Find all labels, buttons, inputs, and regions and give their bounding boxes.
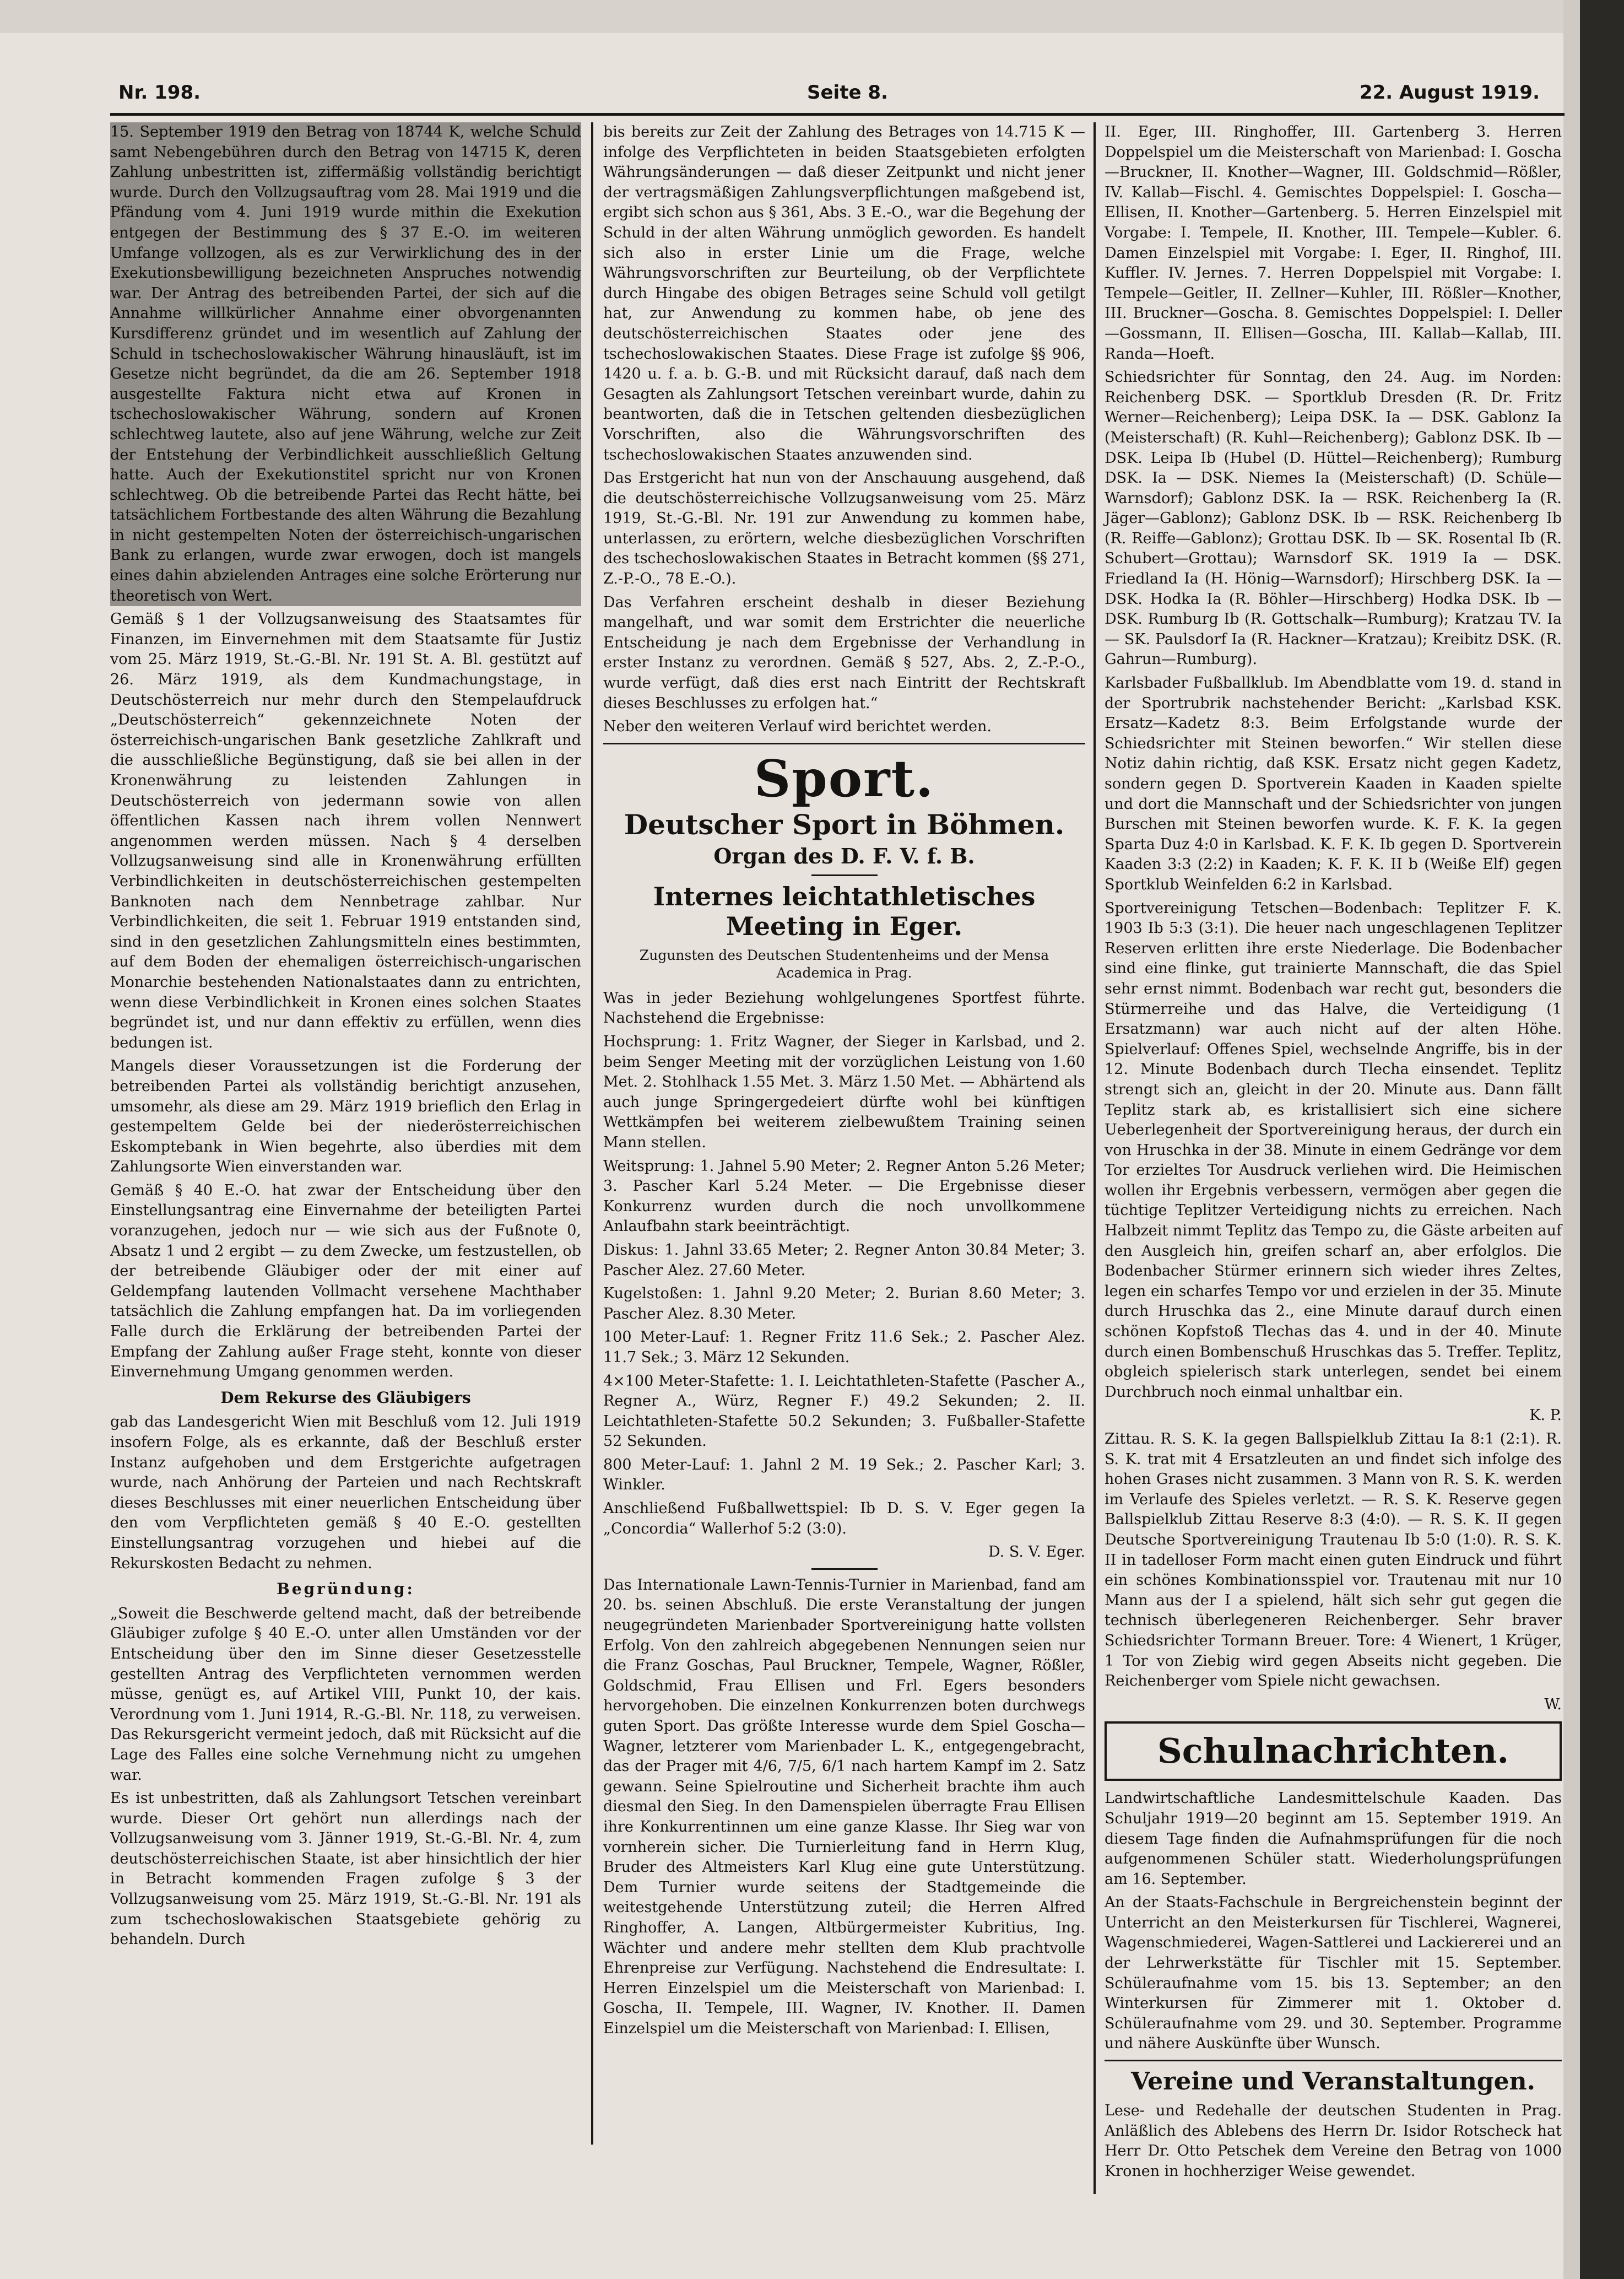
article-paragraph: Das Erstgericht hat nun von der Anschauung ausgehend, daß die deutschösterreichische Vollzugsanweisung vom 25. März 1919, St.-G.-Bl. Nr. 191 zur Anwendung zu kommen habe, unterlassen, zu erörtern, welche diesbezüglichen Vorschriften des tschechoslowakischen Staates in Betracht kommen (§§ 271, Z.-P.-O., 78 E.-O.). bbox=[603, 469, 1085, 588]
sport-paragraph: Sportvereinigung Tetschen—Bodenbach: Teplitzer F. K. 1903 Ib 5:3 (3:1). Die heuer nach ungeschlagenen Teplitzer Reserven erlitten ihre erste Niederlage. Die Bodenbacher sind eine flinke, gut trainierte Mannschaft, die das Spiel sehr ernst nimmt. Bodenbach war recht gut, besonders die Stürmerreihe und das Halve, die Verteidigung (1 Ersatzmann) war auch nicht auf der alten Höhe. Spielverlauf: Offenes Spiel, wechselnde Angriffe, bis in der 12. Minute Bodenbach durch Tlecha einsendet. Teplitz strengt sich an, gleicht in der 20. Minute aus. Dann fällt Teplitz stark ab, es kristallisiert sich eine sichere Ueberlegenheit der Sportvereinigung heraus, der durch ein von Hruschka in der 38. Minute in einem Gedränge vor dem Tor erzieltes Tor Ausdruck verliehen wird. Die Heimischen wollen ihr Ergebnis verbessern, vermögen aber gegen die tüchtige Teplitzer Verteidigung nichts zu erreichen. Nach Halbzeit nimmt Teplitz das Tempo zu, die Gäste arbeiten auf den Ausgleich hin, greifen scharf an, aber erfolglos. Die Bodenbacher Stürmer erinnern sich wieder ihres Zeltes, legen ein scharfes Tempo vor und erzielen in der 35. Minute durch Hruschka das 2., eine Minute darauf durch einen schönen Kopfstoß Tlechas das 4. und in der 40. Minute durch einen Bombenschuß Hruschkas das 5. Treffer. Teplitz, obgleich spielerisch stark unterlegen, sendet bei einem Durchbruch noch einmal unhaltbar ein. bbox=[1105, 899, 1562, 1401]
sport-result: Anschließend Fußballwettspiel: Ib D. S. V. Eger gegen Ia „Concordia“ Wallerhof 5:2 (3:0). bbox=[603, 1500, 1085, 1537]
page-number: Seite 8. bbox=[807, 82, 888, 104]
issue-date: 22. August 1919. bbox=[1359, 82, 1540, 104]
column-1 bbox=[110, 122, 581, 1953]
page-edge-right bbox=[1563, 0, 1580, 2279]
sport-result: Weitsprung: 1. Jahnel 5.90 Meter; 2. Regner Anton 5.26 Meter; 3. Pascher Karl 5.24 Meter. — Die Ergebnisse dieser Konkurrenz wurden durch die noch unvollkommene Anlaufbahn stark beeinträchtigt. bbox=[603, 1157, 1085, 1235]
sport-subtitle: Deutscher Sport in Böhmen. bbox=[624, 808, 1065, 841]
school-paragraph: An der Staats-Fachschule in Bergreichenstein beginnt der Unterricht an den Meisterkursen für Tischlerei, Wagnerei, Wagenschmiederei, Wagen-Sattlerei und Lackiererei und an der Lehrwerkstätte für Tischler mit 15. September. Schüleraufnahme vom 15. bis 13. September; an den Winterkursen für Zimmerer mit 1. Oktober d. Schüleraufnahme vom 29. und 30. September. Programme und nähere Auskünfte über Wunsch. bbox=[1105, 1894, 1562, 2053]
vereine-paragraph: Lese- und Redehalle der deutschen Studenten in Prag. Anläßlich des Ablebens des Herrn Dr. Isidor Rotscheck hat Herr Dr. Otto Petschek dem Vereine den Betrag von 1000 Kronen in hochherziger Weise gewendet. bbox=[1105, 2102, 1562, 2180]
meeting-intro: Zugunsten des Deutschen Studentenheims und der Mensa Academica in Prag. bbox=[639, 947, 1049, 981]
section-title-vereine: Vereine und Veranstaltungen. bbox=[1131, 2067, 1535, 2096]
signature: K. P. bbox=[1529, 1407, 1562, 1424]
short-rule bbox=[811, 1568, 878, 1570]
page-header bbox=[118, 82, 1540, 115]
short-rule bbox=[811, 874, 878, 876]
sport-result: Kugelstoßen: 1. Jahnl 9.20 Meter; 2. Burian 8.60 Meter; 3. Pascher Alez. 8.30 Meter. bbox=[603, 1285, 1085, 1322]
issue-number: Nr. 198. bbox=[118, 82, 201, 104]
article-paragraph: Gemäß § 1 der Vollzugsanweisung des Staatsamtes für Finanzen, im Einvernehmen mit dem Staatsamte für Justiz vom 25. März 1919, St.-G.-Bl. Nr. 191 St. A. Bl. gestützt auf 26. März 1919, als dem Kundmachungstage, in Deutschösterreich nur mehr durch den Stempelaufdruck „Deutschösterreich“ gekennzeichnete Noten der österreichisch-ungarischen Bank gesetzliche Zahlkraft und die ausschließliche Begünstigung, daß sie bei allen in der Kronenwährung zu leistenden Zahlungen in Deutschösterreich von jedermann sowie von allen öffentlichen Kassen nach ihrem vollen Nennwert angenommen werden müssen. Nach § 4 derselben Vollzugsanweisung sind alle in Kronenwährung erfüllten Verbindlichkeiten in deutschösterreichischen gestempelten Banknoten nach dem Nennbetrage zahlbar. Nur Verbindlichkeiten, die seit 1. Februar 1919 entstanden sind, sind in den gesetzlichen Zahlungsmitteln eines bestimmten, auf dem Boden der ehemaligen österreichisch-ungarischen Monarchie bestehenden Nationalstaates dann zu entrichten, wenn diese Verbindlichkeit in Kronen eines solchen Staates begründet ist, und nur dann effektiv zu erfüllen, wenn dies bedungen ist. bbox=[110, 611, 581, 1051]
article-paragraph: 15. September 1919 den Betrag von 18744 K, welche Schuld samt Nebengebühren durch den Betrag von 14715 K, deren Zahlung unbestritten ist, ziffermäßig vollständig berichtigt wurde. Durch den Vollzugsauftrag vom 28. Mai 1919 und die Pfändung vom 4. Juni 1919 wurde mithin die Exekution entgegen der Bestimmung des § 37 E.-O. im weiteren Umfange vollzogen, als es zur Verwirklichung des in der Exekutionsbewilligung bezeichneten Anspruches notwendig war. Der Antrag des betreibenden Partei, der sich auf die Annahme willkürlicher Annahme einer obvorgenannten Kursdifferenz gründet und im wesentlich auf Zahlung der Schuld in tschechoslowakischer Währung hinausläuft, ist im Gesetze nicht begründet, da die am 26. September 1918 ausgestellte Faktura nicht etwa auf Kronen in tschechoslowakischer Währung, sondern auf Kronen schlechtweg lautete, also auf jene Währung, welche zur Zeit der Entstehung der Verbindlichkeit ausschließlich Geltung hatte. Auch der Exekutionstitel spricht nur von Kronen schlechtweg. Ob die betreibende Partei das Recht hätte, bei tatsächlichem Fortbestande des alten Währung die Bezahlung in nicht gestempelten Noten der österreichisch-ungarischen Bank zu erlangen, wurde zwar erwogen, doch ist mangels eines dahin abzielenden Antrages eine solche Erörterung nur theoretisch von Wert. bbox=[110, 122, 581, 606]
school-paragraph: Landwirtschaftliche Landesmittelschule Kaaden. Das Schuljahr 1919—20 beginnt am 15. September 1919. An diesem Tage finden die Aufnahmsprüfungen für die noch aufgenommenen Schüler statt. Wiederholungsprüfungen am 16. September. bbox=[1105, 1790, 1562, 1888]
sport-paragraph: Das Internationale Lawn-Tennis-Turnier in Marienbad, fand am 20. bs. seinen Abschluß. Die erste Veranstaltung der jungen neugegründeten Marienbader Sportvereinigung hatte vollsten Erfolg. Von den zahlreich abgegebenen Nennungen seien nur die Franz Goschas, Paul Bruckner, Tempele, Wagner, Rößler, Goldschmid, Frau Ellisen und Frl. Egers besonders hervorgehoben. Die einzelnen Konkurrenzen boten durchwegs guten Sport. Das größte Interesse wurde dem Spiel Goscha—Wagner, letzterer vom Marienbader L. K., entgegengebracht, das der Prager mit 4/6, 7/5, 6/1 nach hartem Kampf im 2. Satz gewann. Seine Spielroutine und Sicherheit brachte ihm auch diesmal den Sieg. In den Damenspielen überragte Frau Ellisen ihre Konkurrentinnen um eine ganze Klasse. Ihr Sieg war von vornherein sicher. Die Turnierleitung fand in Herrn Klug, Bruder des Altmeisters Karl Klug eine gute Unterstützung. Dem Turnier wurde seitens der Stadtgemeinde die weitestgehende Unterstützung zuteil; die Herren Alfred Ringhoffer, A. Langen, Altbürgermeister Kubritius, Ing. Wächter und andere mehr stellten dem Klub prachtvolle Ehrenpreise zur Verfügung. Nachstehend die Endresultate: I. Herren Einzelspiel um die Meisterschaft von Marienbad: I. Goscha, II. Tempele, III. Wagner, IV. Knother. II. Damen Einzelspiel um die Meisterschaft von Marienbad: I. Ellisen, bbox=[603, 1576, 1085, 2037]
sport-paragraph: Zittau. R. S. K. Ia gegen Ballspielklub Zittau Ia 8:1 (2:1). R. S. K. trat mit 4 Ersatzleuten an und findet sich infolge des hohen Grases nicht zusammen. 3 Mann von R. S. K. werden im Verlaufe des Spieles verletzt. — R. S. K. Reserve gegen Ballspielklub Zittau Reserve 8:3 (4:0). — R. S. K. II gegen Deutsche Sportvereinigung Trautenau Ib 5:0 (1:0). R. S. K. II in tadelloser Form macht einen guten Eindruck und führt ein schönes Kombinationsspiel vor. Trautenau mit nur 10 Mann aus der I a spielend, hält sich sehr gut gegen die technisch überlegeneren Reichenberger. Sehr braver Schiedsrichter Tormann Breuer. Tore: 4 Wienert, 1 Krüger, 1 Tor von Ziebig wird gegen Abseits nicht gegeben. Die Reichenberger vom Spiele nicht gewachsen. bbox=[1105, 1430, 1562, 1690]
sport-paragraph: Karlsbader Fußballklub. Im Abendblatte vom 19. d. stand in der Sportrubrik nachstehender Bericht: „Karlsbad KSK. Ersatz—Kadetz 8:3. Beim Erfolgstande wurde der Schiedsrichter mit Steinen beworfen.“ Wir stellen diese Notiz dahin richtig, daß KSK. Ersatz nicht gegen Kadetz, sondern gegen D. Sportverein Kaaden in Kaaden spielte und dort die Mannschaft und der Schiedsrichter von jungen Burschen mit Steinen beworfen wurde. K. F. K. Ia gegen Sparta Duz 4:0 in Karlsbad. K. F. K. Ib gegen D. Sportverein Kaaden 3:3 (2:2) in Kaaden; K. F. K. II b (Weiße Elf) gegen Sportklub Weinfelden 6:2 in Karlsbad. bbox=[1105, 674, 1562, 893]
article-paragraph: Es ist unbestritten, daß als Zahlungsort Tetschen vereinbart wurde. Dieser Ort gehört nun allerdings nach der Vollzugsanweisung vom 3. Jänner 1919, St.-G.-Bl. Nr. 4, zum deutschösterreichischen Staate, ist aber hinsichtlich der hier in Betracht kommenden Fragen zufolge § 3 der Vollzugsanweisung vom 25. März 1919, St.-G.-Bl. Nr. 191 als zum tschechoslowakischen Staatsgebiete gehörig zu behandeln. Durch bbox=[110, 1790, 581, 1948]
article-paragraph: gab das Landesgericht Wien mit Beschluß vom 12. Juli 1919 insofern Folge, als es erkannte, daß der Beschluß erster Instanz aufgehoben und dem Erstgerichte aufgetragen wurde, nach Anhörung der Parteien und nach Rechtskraft dieses Beschlusses mit einer neuerlichen Entscheidung über den vom Verpflichteten gemäß § 40 E.-O. gestellten Einstellungsantrag vorzugehen und hiebei auf die Rekurskosten Bedacht zu nehmen. bbox=[110, 1413, 581, 1572]
sport-paragraph: II. Eger, III. Ringhoffer, III. Gartenberg 3. Herren Doppelspiel um die Meisterschaft von Marienbad: I. Goscha—Bruckner, II. Knother—Wagner, III. Goldschmid—Rößler, IV. Kallab—Fischl. 4. Gemischtes Doppelspiel: I. Goscha—Ellisen, II. Knother—Gartenberg. 5. Herren Einzelspiel mit Vorgabe: I. Tempele, II. Knother, III. Tempele—Kubler. 6. Damen Einzelspiel mit Vorgabe: I. Eger, II. Ringhof, III. Kuffler. IV. Jernes. 7. Herren Doppelspiel mit Vorgabe: I. Tempele—Geitler, II. Zellner—Kuhler, III. Rößler—Knother, III. Bruckner—Goscha. 8. Gemischtes Doppelspiel: I. Deller—Gossmann, II. Ellisen—Goscha, III. Kallab—Kallab, III. Randa—Hoeft. bbox=[1105, 123, 1562, 363]
article-paragraph: bis bereits zur Zeit der Zahlung des Betrages von 14.715 K — infolge des Verpflichteten in beiden Staatsgebieten erfolgten Währungsänderungen — daß dieser Zeitpunkt und nicht jener der vertragsmäßigen Zahlungsverpflichtungen maßgebend ist, ergibt sich schon aus § 361, Abs. 3 E.-O., war die Begehung der Schuld in der alten Währung unmöglich geworden. Es handelt sich also in erster Linie um die Frage, welche Währungsvorschriften zur Beurteilung, ob der Verpflichtete durch Hingabe des obigen Betrages seine Schuld voll getilgt hat, zur Anwendung zu kommen habe, ob jene des deutschösterreichischen Staates oder jene des tschechoslowakischen Staates. Diese Frage ist zufolge §§ 906, 1420 u. f. a. b. G.-B. und mit Rücksicht darauf, daß nach dem Gesagten als Zahlungsort Tetschen vereinbart wurde, dahin zu beantworten, daß die in Tetschen geltenden diesbezüglichen Vorschriften, also die Währungsvorschriften des tschechoslowakischen Staates anzuwenden sind. bbox=[603, 123, 1085, 463]
sport-result: Hochsprung: 1. Fritz Wagner, der Sieger in Karlsbad, und 2. beim Senger Meeting mit der vorzüglichen Leistung von 1.60 Met. 2. Stohlhack 1.55 Met. 3. März 1.50 Met. — Abhärtend als auch junge Springergedeiert dürfte wohl bei künftigen Wettkämpfen bei weiterem zielbewußtem Training seinen Mann stellen. bbox=[603, 1033, 1085, 1151]
article-paragraph: „Soweit die Beschwerde geltend macht, daß der betreibende Gläubiger zufolge § 40 E.-O. unter allen Umständen vor der Entscheidung über den im Sinne dieser Gesetzesstelle gestellten Antrag des Verpflichteten vernommen werden müsse, genügt es, auf Artikel VIII, Punkt 10, der kais. Verordnung vom 1. Juni 1914, R.-G.-Bl. Nr. 118, zu verweisen. Das Rekursgericht vermeint jedoch, daß mit Rücksicht auf die Lage des Falles eine solche Vernehmung nicht zu umgehen war. bbox=[110, 1605, 581, 1784]
article-paragraph: Das Verfahren erscheint deshalb in dieser Beziehung mangelhaft, und war somit dem Erstrichter die neuerliche Entscheidung je nach dem Ergebnisse der Verhandlung in erster Instanz zu verordnen. Gemäß § 527, Abs. 2, Z.-P.-O., wurde verfügt, daß dies erst nach Eintritt der Rechtskraft dieses Beschlusses zu erfolgen hat.“ bbox=[603, 593, 1085, 712]
section-divider bbox=[1105, 2060, 1562, 2061]
sport-organ: Organ des D. F. V. f. B. bbox=[713, 843, 975, 868]
column-rule-1 bbox=[591, 122, 593, 2145]
subheading-begruendung: Begründung: bbox=[277, 1580, 415, 1598]
section-title-schulnachrichten: Schulnachrichten. bbox=[1157, 1731, 1509, 1772]
article-paragraph: Mangels dieser Voraussetzungen ist die Forderung der betreibenden Partei als vollständig berichtigt anzusehen, umsomehr, als diese am 29. März 1919 brieflich den Erlag in gestempeltem Gelde bei der niederösterreichischen Eskomptebank in Wien begehrte, also überdies mit dem Zahlungsorte Wien einverstanden war. bbox=[110, 1057, 581, 1176]
adjacent-page-edge bbox=[1580, 0, 1624, 2279]
article-paragraph: Neber den weiteren Verlauf wird berichtet werden. bbox=[603, 718, 992, 736]
section-title-sport: Sport. bbox=[754, 748, 935, 808]
header-rule bbox=[110, 113, 1565, 116]
signature: D. S. V. Eger. bbox=[988, 1543, 1085, 1561]
section-divider bbox=[603, 743, 1085, 744]
column-2 bbox=[603, 122, 1085, 2043]
column-rule-2 bbox=[1094, 122, 1096, 2194]
sport-paragraph: Was in jeder Beziehung wohlgelungenes Sportfest führte. Nachstehend die Ergebnisse: bbox=[603, 989, 1085, 1027]
meeting-heading: Internes leichtathletisches Meeting in Eger. bbox=[653, 881, 1036, 941]
schulnachrichten-box bbox=[1105, 1721, 1562, 1781]
sport-result: 800 Meter-Lauf: 1. Jahnl 2 M. 19 Sek.; 2. Pascher Karl; 3. Winkler. bbox=[603, 1456, 1085, 1494]
page-edge-top bbox=[0, 0, 1624, 33]
signature: W. bbox=[1544, 1695, 1562, 1713]
column-3 bbox=[1105, 122, 1562, 2185]
sport-result: Diskus: 1. Jahnl 33.65 Meter; 2. Regner Anton 30.84 Meter; 3. Pascher Alez. 27.60 Meter. bbox=[603, 1241, 1085, 1279]
article-paragraph: Gemäß § 40 E.-O. hat zwar der Entscheidung über den Einstellungsantrag eine Einvernahme der beteiligten Partei voranzugehen, jedoch nur — wie sich aus der Fußnote 0, Absatz 1 und 2 ergibt — zu dem Zwecke, um festzustellen, ob der betreibende Gläubiger oder der mit einer auf Geldempfang lautenden Vollmacht versehene Machthaber tatsächlich die Zahlung empfangen hat. Da im vorliegenden Falle durch die Erklärung der betreibenden Partei der Empfang der Zahlung außer Frage steht, konnte von dieser Einvernehmung Umgang genommen werden. bbox=[110, 1181, 581, 1381]
sport-result: 4×100 Meter-Stafette: 1. I. Leichtathleten-Stafette (Pascher A., Regner A., Würz, Regner F.) 49.2 Sekunden; 2. II. Leichtathleten-Stafette 50.2 Sekunden; 3. Fußballer-Stafette 52 Sekunden. bbox=[603, 1372, 1085, 1450]
subheading: Dem Rekurse des Gläubigers bbox=[220, 1388, 471, 1407]
sport-result: 100 Meter-Lauf: 1. Regner Fritz 11.6 Sek.; 2. Pascher Alez. 11.7 Sek.; 3. März 12 Sekunden. bbox=[603, 1328, 1085, 1366]
sport-paragraph: Schiedsrichter für Sonntag, den 24. Aug. im Norden: Reichenberg DSK. — Sportklub Dresden (R. Dr. Fritz Werner—Reichenberg); Leipa DSK. Ia — DSK. Gablonz Ia (Meisterschaft) (R. Kuhl—Reichenberg); Gablonz DSK. Ib — DSK. Leipa Ib (Hubel (D. Hüttel—Reichenberg); Rumburg DSK. Ia — DSK. Niemes Ia (Meisterschaft) (D. Schüle—Warnsdorf); Gablonz DSK. Ia — RSK. Reichenberg Ia (R. Jäger—Gablonz); Gablonz DSK. Ib — RSK. Reichenberg Ib (R. Reiffe—Gablonz); Grottau DSK. Ib — SK. Rosental Ib (R. Schubert—Grottau); Warnsdorf SK. 1919 Ia — DSK. Friedland Ia (H. Hönig—Warnsdorf); Hirschberg DSK. Ia — DSK. Hodka Ia (R. Böhler—Hirschberg) Hodka DSK. Ib — DSK. Rumburg Ib (R. Gottschalk—Rumburg); Kratzau TV. Ia — SK. Paulsdorf Ia (R. Hackner—Kratzau); Kreibitz DSK. (R. Gahrun—Rumburg). bbox=[1105, 369, 1562, 668]
